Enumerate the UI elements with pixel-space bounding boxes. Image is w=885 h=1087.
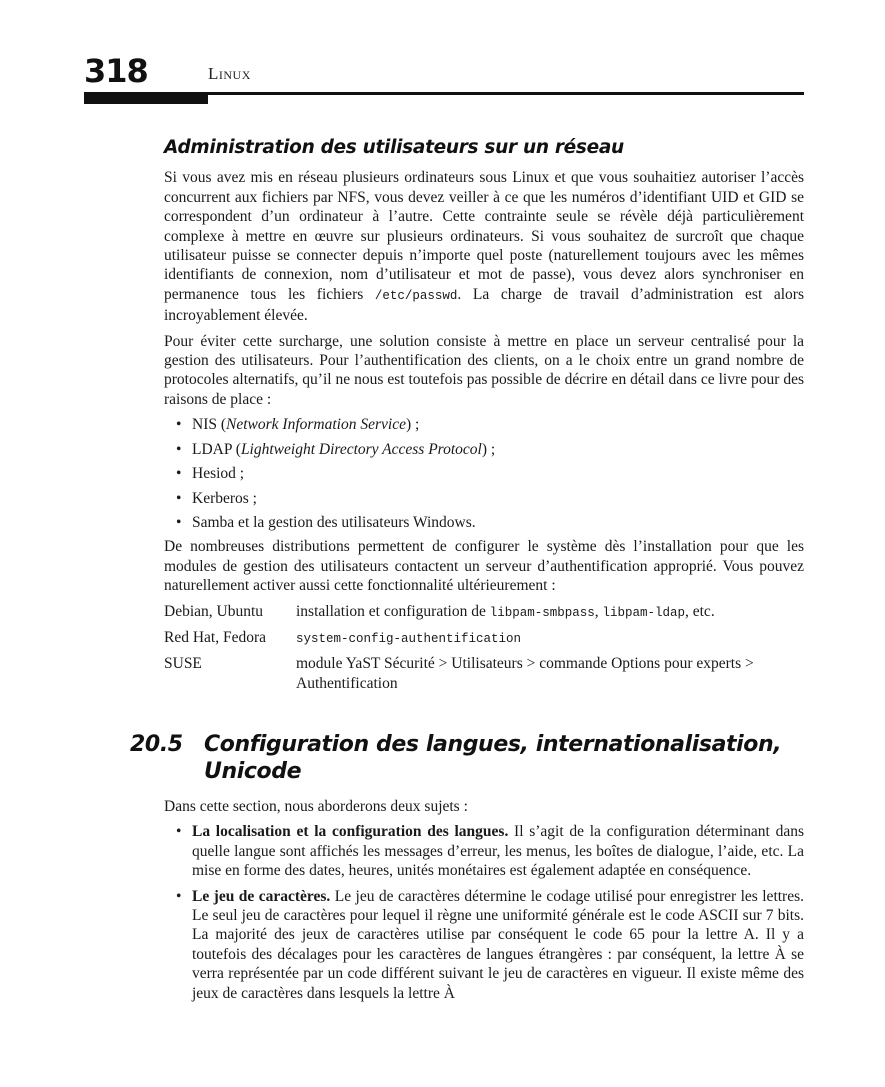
distribution-row	[164, 628, 804, 649]
header-rule-tab	[84, 95, 208, 104]
list-item-text: Samba et la gestion des utilisateurs Windows.	[192, 513, 476, 531]
list-item-text: Le jeu de caractères détermine le codage utilisé pour enregistrer les lettres. Le seul jeu de caractères pour lequel il règne une uniformité générale est le code ASCII sur 7 bits. La majorité des jeux de caractères utilise par conséquent le code 65 pour la lettre A. Il y a toutefois des décalages pour les caractères de langues étrangères : par conséquent, la lettre À se verra représentée par un code différent suivant le jeu de caractères en vigueur. Il existe même des jeux de caractères dans lesquels la lettre À	[192, 887, 804, 1002]
distribution-desc	[296, 628, 804, 649]
distribution-list	[164, 602, 804, 694]
distribution-desc	[296, 602, 804, 623]
list-item	[176, 440, 804, 459]
list-item-emphasis: Network Information Service	[226, 416, 406, 434]
subsection-body	[164, 138, 804, 698]
list-item-text: Il s’agit de la configuration déterminant dans quelle langue sont affichés les messages d’erreur, les menus, les boîtes de dialogue, l’aide, etc. La mise en forme des dates, heures, unités monétaires est également adaptée en conséquence.	[192, 823, 804, 880]
distribution-row	[164, 602, 804, 623]
protocol-list	[164, 415, 804, 532]
distribution-desc: module YaST Sécurité > Utilisateurs > commande Options pour experts > Authentification	[296, 655, 754, 692]
section-number: 20.5	[130, 732, 183, 757]
list-item	[176, 887, 804, 1003]
command-name: system-config-authentification	[296, 631, 522, 646]
list-item	[176, 464, 804, 483]
list-item-text: NIS (	[192, 416, 227, 434]
section-title: Configuration des langues, internationalisation, Unicode	[204, 732, 782, 784]
desc-text: installation et configuration de	[296, 602, 490, 620]
page-number: 318	[84, 52, 148, 90]
list-item-text: LDAP (	[192, 440, 241, 458]
list-item-lead: La localisation et la configuration des langues.	[192, 823, 509, 841]
distribution-row	[164, 654, 804, 693]
list-item-text: ) ;	[481, 440, 496, 458]
section-body	[164, 797, 804, 1009]
distribution-name: Red Hat, Fedora	[164, 628, 267, 646]
desc-text: , etc.	[685, 602, 715, 620]
topic-list	[164, 822, 804, 1003]
list-item-text: Kerberos ;	[192, 489, 257, 507]
package-name: libpam-ldap	[602, 605, 685, 620]
section-intro: Dans cette section, nous aborderons deux sujets :	[164, 798, 468, 815]
paragraph-3: De nombreuses distributions permettent de configurer le système dès l’installation pour que les modules de gestion des utilisateurs contactent un serveur d’authentification approprié. Vous pouvez naturellement activer aussi cette fonctionnalité ultérieurement :	[164, 538, 804, 595]
desc-text: ,	[594, 602, 603, 620]
paragraph-1	[164, 168, 804, 325]
running-head: Linux	[208, 64, 251, 83]
paragraph-1-text: Si vous avez mis en réseau plusieurs ordinateurs sous Linux et que vous souhaitiez autoriser l’accès concurrent aux fichiers par NFS, vous devez veiller à ce que les numéros d’identifiant UID et GID se correspondent d’un ordinateur à l’autre. Cette contrainte seule se révèle déjà particulièrement complexe à mettre en œuvre sur plusieurs ordinateurs. Si vous souhaitez de surcroît que chaque utilisateur puisse se connecter depuis n’importe quel poste (naturellement toujours avec les mêmes identifiants de connexion, nom d’utilisateur et mot de passe), vous devez alors synchroniser en permanence tous les fichiers	[164, 169, 804, 303]
paragraph-2: Pour éviter cette surcharge, une solution consiste à mettre en place un serveur centralisé pour la gestion des utilisateurs. Pour l’authentification des clients, on a le choix entre un grand nombre de protocoles alternatifs, qu’il ne nous est toutefois pas possible de décrire en détail dans ce livre pour des raisons de place :	[164, 332, 804, 408]
list-item-text: ) ;	[405, 416, 420, 434]
list-item	[176, 822, 804, 880]
list-item	[176, 513, 804, 532]
passwd-path: /etc/passwd	[374, 288, 458, 303]
package-name: libpam-smbpass	[489, 605, 595, 620]
list-item-text: Hesiod ;	[192, 465, 245, 483]
list-item-emphasis: Lightweight Directory Access Protocol	[240, 440, 482, 458]
list-item-lead: Le jeu de caractères.	[192, 887, 331, 905]
distribution-name: Debian, Ubuntu	[164, 602, 264, 620]
distribution-name: SUSE	[164, 655, 202, 673]
list-item	[176, 415, 804, 434]
paragraph-1-end: . La charge de travail d’administration est alors incroyablement élevée.	[164, 285, 805, 325]
subsection-title: Administration des utilisateurs sur un réseau	[164, 137, 624, 158]
section-heading	[130, 731, 810, 785]
list-item	[176, 489, 804, 508]
